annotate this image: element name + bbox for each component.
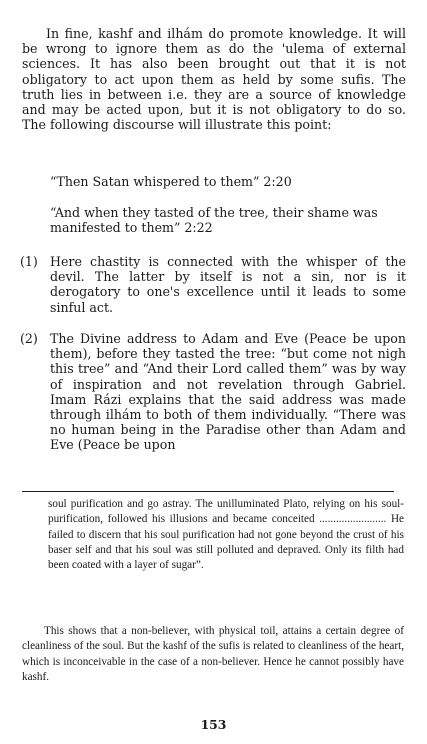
footnote-note: This shows that a non-believer, with physical toil, attains a certain degree of cleanliness of the soul. But the kashf of the sufis is related to cleanliness of the heart, which is inconceivable in the case of a non-believer. Hence he cannot possibly have kashf. xyxy=(22,625,404,683)
footnote-continuation: soul purification and go astray. The unilluminated Plato, relying on his soul-purification, followed his illusions and became conceited ........................ He failed to discern that his soul purification had not gone beyond the crust of his baser self and that his soul was still polluted and depraved. Only its filth had been coated with a layer of sugar”. xyxy=(48,498,404,572)
quote-verse-2-20: “Then Satan whispered to them” 2:20 xyxy=(50,174,292,189)
list-item-number: (2) xyxy=(20,331,38,346)
page-number: 153 xyxy=(200,717,227,732)
list-item-1 xyxy=(20,254,406,315)
intro-paragraph: In fine, kashf and ilhám do promote knowledge. It will be wrong to ignore them as do the 'ulema of external sciences. It has also been brought out that it is not obligatory to act upon them as held by some sufis. The truth lies in between i.e. they are a source of knowledge and may be acted upon, but it is not obligatory to do so. The following discourse will illustrate this point: xyxy=(22,26,406,133)
list-item-text: The Divine address to Adam and Eve (Peace be upon them), before they tasted the tree: “but come not nigh this tree” and “And their Lord called them” was by way of inspiration and not revelation through Gabriel. Imam Rázi explains that the said address was made through ilhám to both of them individually. “There was no human being in the Paradise other than Adam and Eve (Peace be upon xyxy=(50,331,406,453)
quote-verse-2-22: “And when they tasted of the tree, their shame was manifested to them” 2:22 xyxy=(50,205,378,236)
footnote-divider xyxy=(22,491,394,492)
list-item-text: Here chastity is connected with the whisper of the devil. The latter by itself is not a sin, nor is it derogatory to one's excellence until it leads to some sinful act. xyxy=(50,254,406,315)
list-item-number: (1) xyxy=(20,254,38,269)
list-item-2 xyxy=(20,331,406,453)
